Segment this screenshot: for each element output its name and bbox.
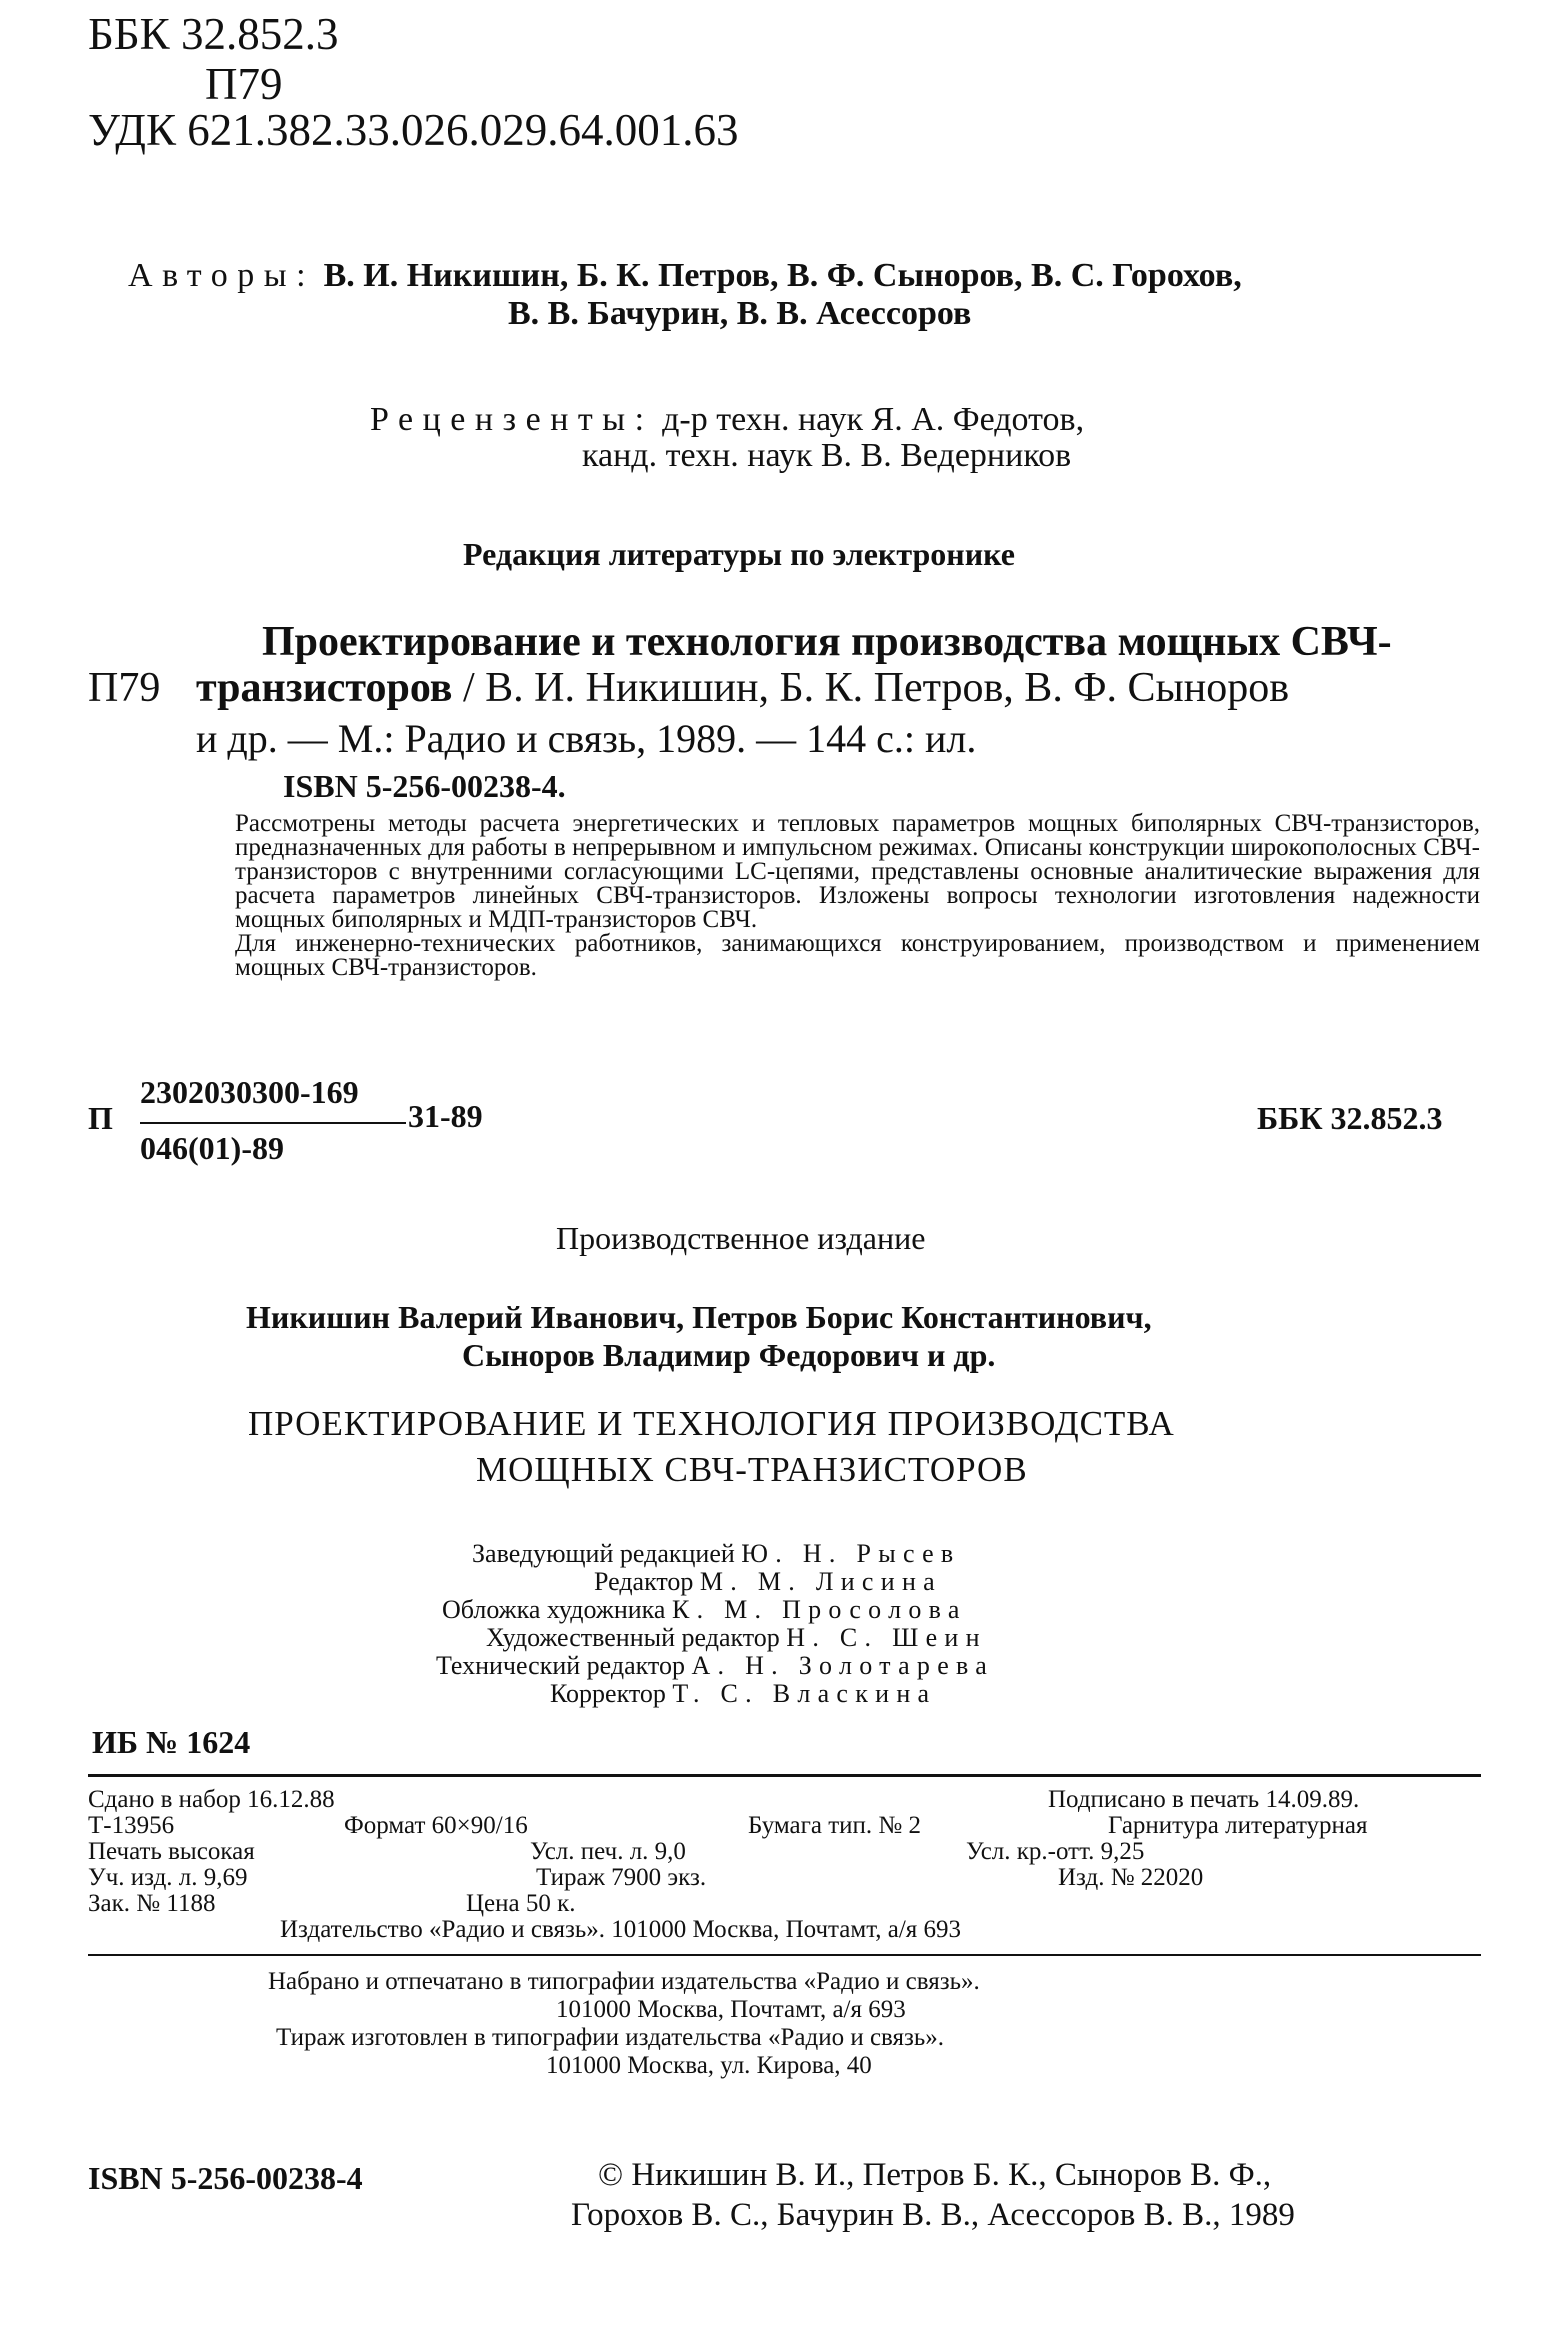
staff-role: Заведующий редакцией — [472, 1539, 735, 1568]
copyright-line-1: © Никишин В. И., Петров Б. К., Сыноров В. Ф., — [598, 2157, 1272, 2193]
staff-name: М. М. Лисина — [699, 1567, 942, 1596]
production-edition: Производственное издание — [556, 1220, 926, 1256]
imprint-edu-sheets: Уч. изд. л. 9,69 — [88, 1864, 248, 1891]
printer-line-2: 101000 Москва, Почтамт, а/я 693 — [556, 1996, 906, 2023]
book-title-line-2 — [196, 664, 1289, 712]
printer-line-1: Набрано и отпечатано в типографии издательства «Радио и связь». — [268, 1968, 980, 1995]
imprint-print-sheets: Усл. печ. л. 9,0 — [530, 1838, 686, 1865]
classification-denominator: 046(01)-89 — [140, 1130, 284, 1166]
staff-role: Корректор — [550, 1679, 666, 1708]
staff-line — [472, 1540, 960, 1568]
imprint-order: Зак. № 1188 — [88, 1890, 216, 1917]
classification-suffix: 31-89 — [408, 1098, 483, 1134]
authors-names-1: В. И. Никишин, Б. К. Петров, В. Ф. Сыноров, В. С. Горохов, — [323, 257, 1242, 294]
imprint-publisher: Издательство «Радио и связь». 101000 Москва, Почтамт, а/я 693 — [280, 1916, 962, 1943]
reviewer-1: д-р техн. наук Я. А. Федотов, — [662, 401, 1085, 438]
classification-letter: П — [88, 1100, 113, 1136]
editorial-office: Редакция литературы по электронике — [463, 536, 1015, 572]
full-names-line-1: Никишин Валерий Иванович, Петров Борис Константинович, — [246, 1299, 1152, 1335]
staff-name: Ю. Н. Рысев — [741, 1539, 961, 1568]
title-caps-line-2: МОЩНЫХ СВЧ-ТРАНЗИСТОРОВ — [476, 1450, 1028, 1489]
fraction-line — [140, 1122, 406, 1124]
staff-role: Технический редактор — [436, 1651, 685, 1680]
copyright-line-2: Горохов В. С., Бачурин В. В., Асессоров В. В., 1989 — [571, 2197, 1295, 2233]
staff-role: Художественный редактор — [486, 1623, 780, 1652]
printer-line-3: Тираж изготовлен в типографии издательства «Радио и связь». — [276, 2024, 945, 2051]
printer-line-4: 101000 Москва, ул. Кирова, 40 — [546, 2052, 872, 2079]
book-title-line-1: Проектирование и технология производства мощных СВЧ- — [262, 619, 1392, 665]
staff-role: Редактор — [594, 1567, 694, 1596]
staff-line — [436, 1652, 994, 1680]
staff-line — [486, 1624, 987, 1652]
staff-name: Т. С. Власкина — [672, 1679, 937, 1708]
authors-line-1 — [128, 256, 1242, 296]
imprint-run: Тираж 7900 экз. — [536, 1864, 707, 1891]
author-mark: П79 — [205, 59, 283, 109]
staff-line — [594, 1568, 942, 1596]
authors-label: Авторы: — [128, 257, 316, 294]
staff-line — [442, 1596, 967, 1624]
imprint-print: Печать высокая — [88, 1838, 255, 1865]
staff-name: Н. С. Шеин — [786, 1623, 987, 1652]
staff-name: К. М. Просолова — [671, 1595, 967, 1624]
title-caps-line-1: ПРОЕКТИРОВАНИЕ И ТЕХНОЛОГИЯ ПРОИЗВОДСТВА — [248, 1404, 1175, 1443]
reviewers-line-1 — [370, 400, 1084, 440]
authors-line-2: В. В. Бачурин, В. В. Асессоров — [508, 295, 972, 332]
reviewers-label: Рецензенты: — [370, 401, 654, 438]
divider — [88, 1774, 1481, 1777]
imprint-color-prints: Усл. кр.-отт. 9,25 — [966, 1838, 1145, 1865]
bib-publication-info: и др. — М.: Радио и связь, 1989. — 144 с.: ил. — [196, 716, 977, 761]
imprint-submitted: Сдано в набор 16.12.88 — [88, 1786, 335, 1813]
imprint-paper: Бумага тип. № 2 — [748, 1812, 922, 1839]
ib-number: ИБ № 1624 — [92, 1724, 251, 1760]
bbk-code: ББК 32.852.3 — [88, 9, 339, 59]
book-title-end: транзисторов — [196, 665, 453, 711]
annotation-para-2: Для инженерно-технических работников, занимающихся конструированием, производством и применением мощных СВЧ-транзисторов. — [235, 930, 1480, 981]
bib-authors: / В. И. Никишин, Б. К. Петров, В. Ф. Сыноров — [452, 665, 1290, 711]
full-names-line-2: Сыноров Владимир Федорович и др. — [462, 1337, 996, 1373]
staff-name: А. Н. Золотарева — [691, 1651, 995, 1680]
divider — [88, 1954, 1481, 1956]
imprint-format: Формат 60×90/16 — [344, 1812, 528, 1839]
staff-line — [550, 1680, 936, 1708]
imprint-price: Цена 50 к. — [466, 1890, 576, 1917]
udk-code: УДК 621.382.33.026.029.64.001.63 — [88, 105, 739, 155]
classification-numerator: 2302030300-169 — [140, 1074, 359, 1110]
reviewer-2: канд. техн. наук В. В. Ведерников — [582, 437, 1072, 474]
imprint-typeface: Гарнитура литературная — [1108, 1812, 1368, 1839]
bib-author-mark: П79 — [88, 665, 161, 711]
staff-role: Обложка художника — [442, 1595, 666, 1624]
classification-bbk: ББК 32.852.3 — [1257, 1100, 1443, 1136]
footer-isbn: ISBN 5-256-00238-4 — [88, 2160, 363, 2196]
bib-isbn: ISBN 5-256-00238-4. — [283, 768, 566, 804]
imprint-signed: Подписано в печать 14.09.89. — [1048, 1786, 1360, 1813]
annotation — [235, 812, 1480, 980]
annotation-para-1: Рассмотрены методы расчета энергетических и тепловых параметров мощных биполярных СВЧ-транзисторов, предназначенных для работы в непрерывном и импульсном режимах. Описаны конструкции широкополосных СВЧ-транзисторов с внутренними согласующими LC-цепями, представлены основные аналитические выражения для расчета параметров линейных СВЧ-транзисторов. Изложены вопросы технологии изготовления надежности мощных биполярных и МДП-транзисторов СВЧ. — [235, 810, 1480, 933]
imprint-edition-no: Изд. № 22020 — [1058, 1864, 1204, 1891]
imprint-t-code: Т-13956 — [88, 1812, 175, 1839]
